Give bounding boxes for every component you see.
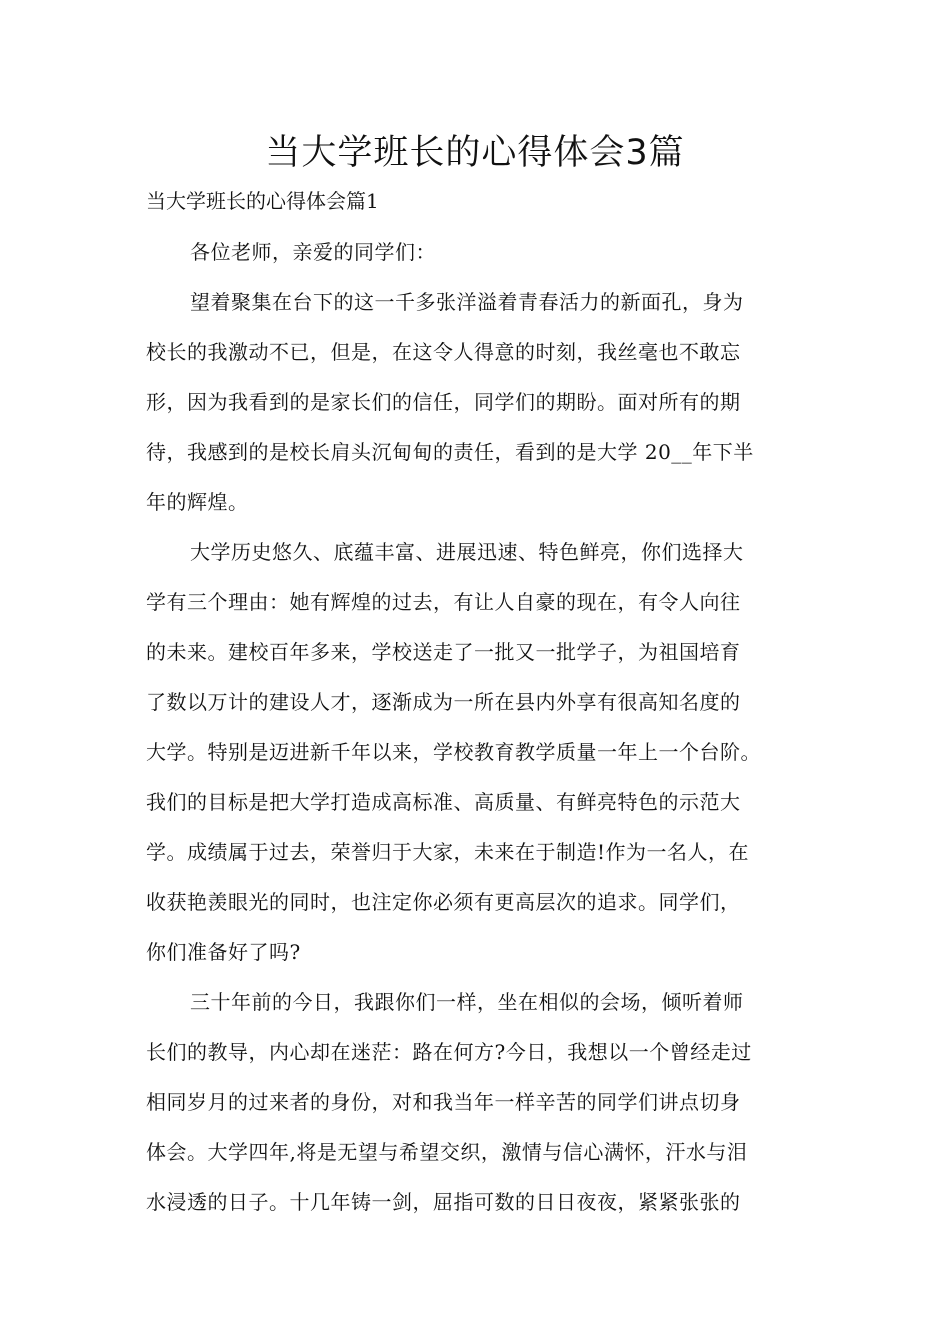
text-line: 学有三个理由：她有辉煌的过去，有让人自豪的现在，有令人向往 [146, 590, 741, 614]
text-line: 收获艳羡眼光的同时，也注定你必须有更高层次的追求。同学们， [146, 890, 741, 914]
text-line: 了数以万计的建设人才，逐渐成为一所在县内外享有很高知名度的 [146, 690, 741, 714]
text-line: 你们准备好了吗? [146, 940, 301, 964]
text-line: 的未来。建校百年多来，学校送走了一批又一批学子，为祖国培育 [146, 640, 741, 664]
section-heading: 当大学班长的心得体会篇1 [146, 189, 379, 213]
text-line: 学。成绩属于过去，荣誉归于大家，未来在于制造!作为一名人，在 [146, 840, 750, 864]
text-line: 长们的教导，内心却在迷茫：路在何方?今日，我想以一个曾经走过 [146, 1040, 752, 1064]
text-line: 望着聚集在台下的这一千多张洋溢着青春活力的新面孔，身为 [190, 290, 744, 314]
text-line: 相同岁月的过来者的身份，对和我当年一样辛苦的同学们讲点切身 [146, 1090, 741, 1114]
text-line: 年的辉煌。 [146, 490, 249, 514]
text-line: 大学。特别是迈进新千年以来，学校教育教学质量一年上一个台阶。 [146, 740, 761, 764]
text-line: 我们的目标是把大学打造成高标准、高质量、有鲜亮特色的示范大 [146, 790, 741, 814]
document-title: 当大学班长的心得体会3篇 [265, 133, 685, 173]
text-line: 大学历史悠久、底蕴丰富、进展迅速、特色鲜亮，你们选择大 [190, 540, 744, 564]
text-line: 校长的我激动不已，但是，在这令人得意的时刻，我丝毫也不敢忘 [146, 340, 741, 364]
text-line: 待，我感到的是校长肩头沉甸甸的责任，看到的是大学 20__年下半 [146, 440, 754, 464]
text-line: 各位老师，亲爱的同学们： [190, 240, 436, 264]
text-line: 体会。大学四年,将是无望与希望交织，激情与信心满怀，汗水与泪 [146, 1140, 748, 1164]
text-line: 形，因为我看到的是家长们的信任，同学们的期盼。面对所有的期 [146, 390, 741, 414]
text-line: 水浸透的日子。十几年铸一剑，屈指可数的日日夜夜，紧紧张张的 [146, 1190, 741, 1214]
text-line: 三十年前的今日，我跟你们一样，坐在相似的会场，倾听着师 [190, 990, 744, 1014]
